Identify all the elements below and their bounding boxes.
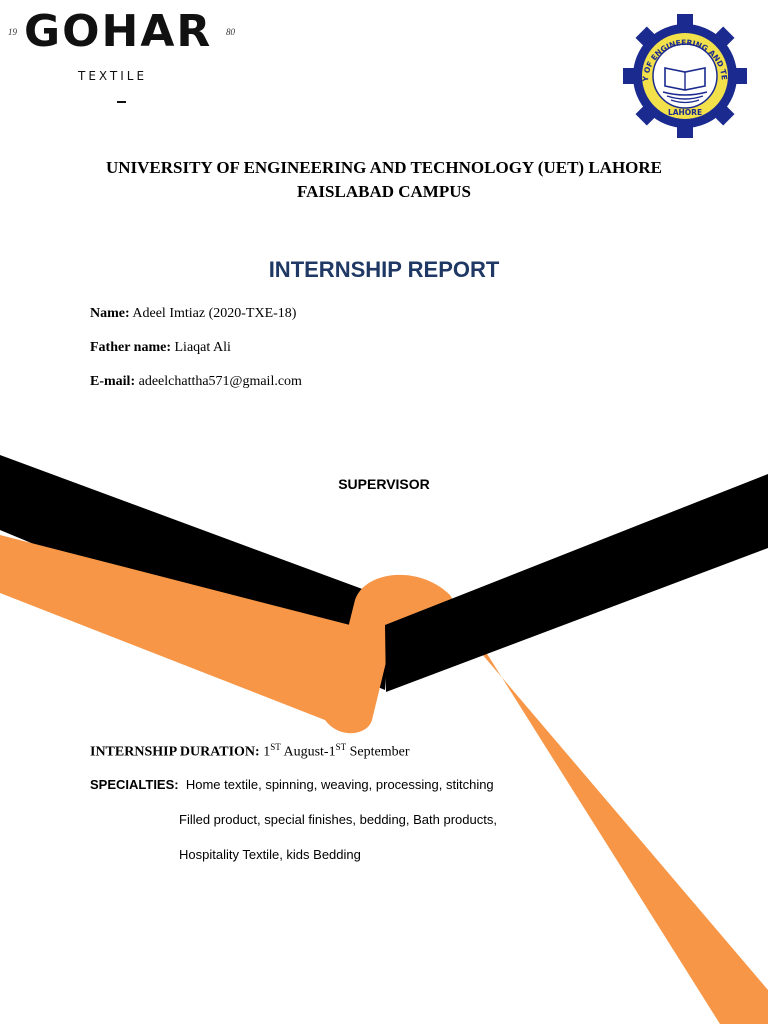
university-name: UNIVERSITY OF ENGINEERING AND TECHNOLOGY (UET) LAHORE [105,158,663,177]
email-label: E-mail: [90,374,136,389]
report-title: INTERNSHIP REPORT [268,257,500,282]
duration-end-suffix: ST [335,742,347,752]
uet-seal-logo [621,14,749,138]
name-field [90,306,296,322]
supervisor-heading: SUPERVISOR [338,476,430,492]
duration-start-day: 1 [263,744,271,760]
logo-year-left: 19 [8,27,17,37]
name-label: Name: [90,306,130,321]
specialties-text-1: Home textile, spinning, weaving, processing, stitching [185,777,494,792]
specialties-line-1 [90,777,494,792]
duration-end-month: September [349,744,410,760]
duration-start-suffix: ST [270,742,281,752]
email-value: adeelchattha571@gmail.com [138,374,302,389]
seal-ring-bottom: LAHORE [667,108,703,117]
father-name-value: Liaqat Ali [174,340,231,355]
specialties-line-2: Filled product, special finishes, bedding, Bath products, [179,812,497,827]
black-ribbon-right [385,474,768,692]
specialties-label: SPECIALTIES: [90,777,179,792]
duration-label: INTERNSHIP DURATION: [90,744,260,760]
specialties-line-3: Hospitality Textile, kids Bedding [179,847,361,862]
father-name-field [90,340,231,356]
logo-dash [117,101,126,103]
logo-tagline: TEXTILE [78,69,148,83]
seal-ring-top: Y OF ENGINEERING AND TE [640,37,729,82]
logo-brand: GOHAR [24,6,213,57]
duration-start-month: August-1 [283,744,336,760]
name-value: Adeel Imtiaz (2020-TXE-18) [132,306,297,321]
logo-year-right: 80 [226,27,235,37]
internship-duration [90,742,409,761]
campus-name: FAISLABAD CAMPUS [297,182,471,201]
father-name-label: Father name: [90,340,171,355]
email-field [90,374,302,390]
